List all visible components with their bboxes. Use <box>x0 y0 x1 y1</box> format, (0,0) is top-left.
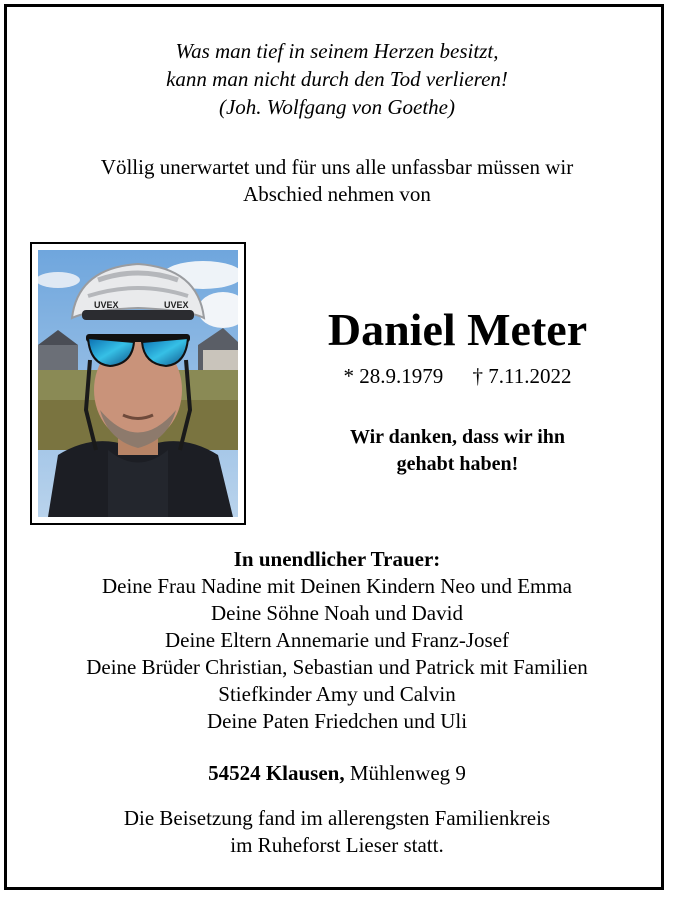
mourner-line: Stiefkinder Amy und Calvin <box>218 682 456 706</box>
portrait-illustration <box>38 250 238 517</box>
life-dates <box>290 362 625 390</box>
thanks-line: gehabt haben! <box>396 453 519 475</box>
intro-text <box>0 154 674 208</box>
thanks-line: Wir danken, dass wir ihn <box>349 426 566 448</box>
portrait-frame <box>30 242 246 525</box>
portrait-photo <box>38 250 238 517</box>
intro-line: Abschied nehmen von <box>243 182 431 206</box>
death-date: † 7.11.2022 <box>472 364 572 388</box>
quote-line: kann man nicht durch den Tod verlieren! <box>166 67 508 91</box>
helmet-brand-right: UVEX <box>164 300 189 310</box>
mourner-line: Deine Frau Nadine mit Deinen Kindern Neo und Emma <box>101 574 573 598</box>
mourners-list <box>0 546 674 735</box>
quote-attribution: (Joh. Wolfgang von Goethe) <box>218 95 455 119</box>
address-street: Mühlenweg 9 <box>349 761 466 785</box>
deceased-name: Daniel Meter <box>327 304 588 355</box>
burial-notice <box>0 805 674 859</box>
mourner-line: Deine Brüder Christian, Sebastian und Patrick mit Familien <box>86 655 588 679</box>
intro-line: Völlig unerwartet und für uns alle unfassbar müssen wir <box>100 155 574 179</box>
mourner-line: Deine Söhne Noah und David <box>211 601 463 625</box>
mourner-line: Deine Eltern Annemarie und Franz-Josef <box>164 628 510 652</box>
helmet-brand-left: UVEX <box>94 300 119 310</box>
burial-line: Die Beisetzung fand im allerengsten Familienkreis <box>123 806 551 830</box>
goethe-quote <box>0 37 674 121</box>
quote-line: Was man tief in seinem Herzen besitzt, <box>175 39 499 63</box>
birth-date: * 28.9.1979 <box>343 364 444 388</box>
thanks-text <box>290 424 625 478</box>
address-postal-city: 54524 Klausen, <box>208 761 345 785</box>
burial-line: im Ruheforst Lieser statt. <box>230 833 444 857</box>
mourner-line: Deine Paten Friedchen und Uli <box>206 709 468 733</box>
mourning-heading: In unendlicher Trauer: <box>233 547 441 571</box>
family-address <box>0 760 674 787</box>
